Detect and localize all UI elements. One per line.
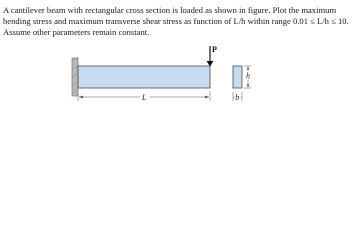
height-label: h [246, 71, 250, 81]
length-dim-arrow-right [205, 96, 209, 99]
beam [78, 66, 210, 88]
cross-section [233, 66, 242, 88]
load-label: P [212, 45, 217, 54]
height-dim-arrow-top [247, 67, 250, 70]
length-dim-arrow-left [79, 96, 83, 99]
length-label: L [142, 93, 147, 102]
width-label: b [235, 93, 240, 102]
cantilever-beam-figure [0, 0, 350, 108]
problem-line-1: A cantilever beam with rectangular cross section is loaded as shown in figure. Plot the maximum [3, 5, 337, 15]
problem-line-3: Assume other parameters remain constant. [3, 27, 150, 37]
problem-line-2: bending stress and maximum transverse shear stress as function of L/h within range 0.01 ≤ L/h ≤ 10. [3, 16, 349, 26]
height-dim-arrow-bottom [247, 85, 250, 88]
